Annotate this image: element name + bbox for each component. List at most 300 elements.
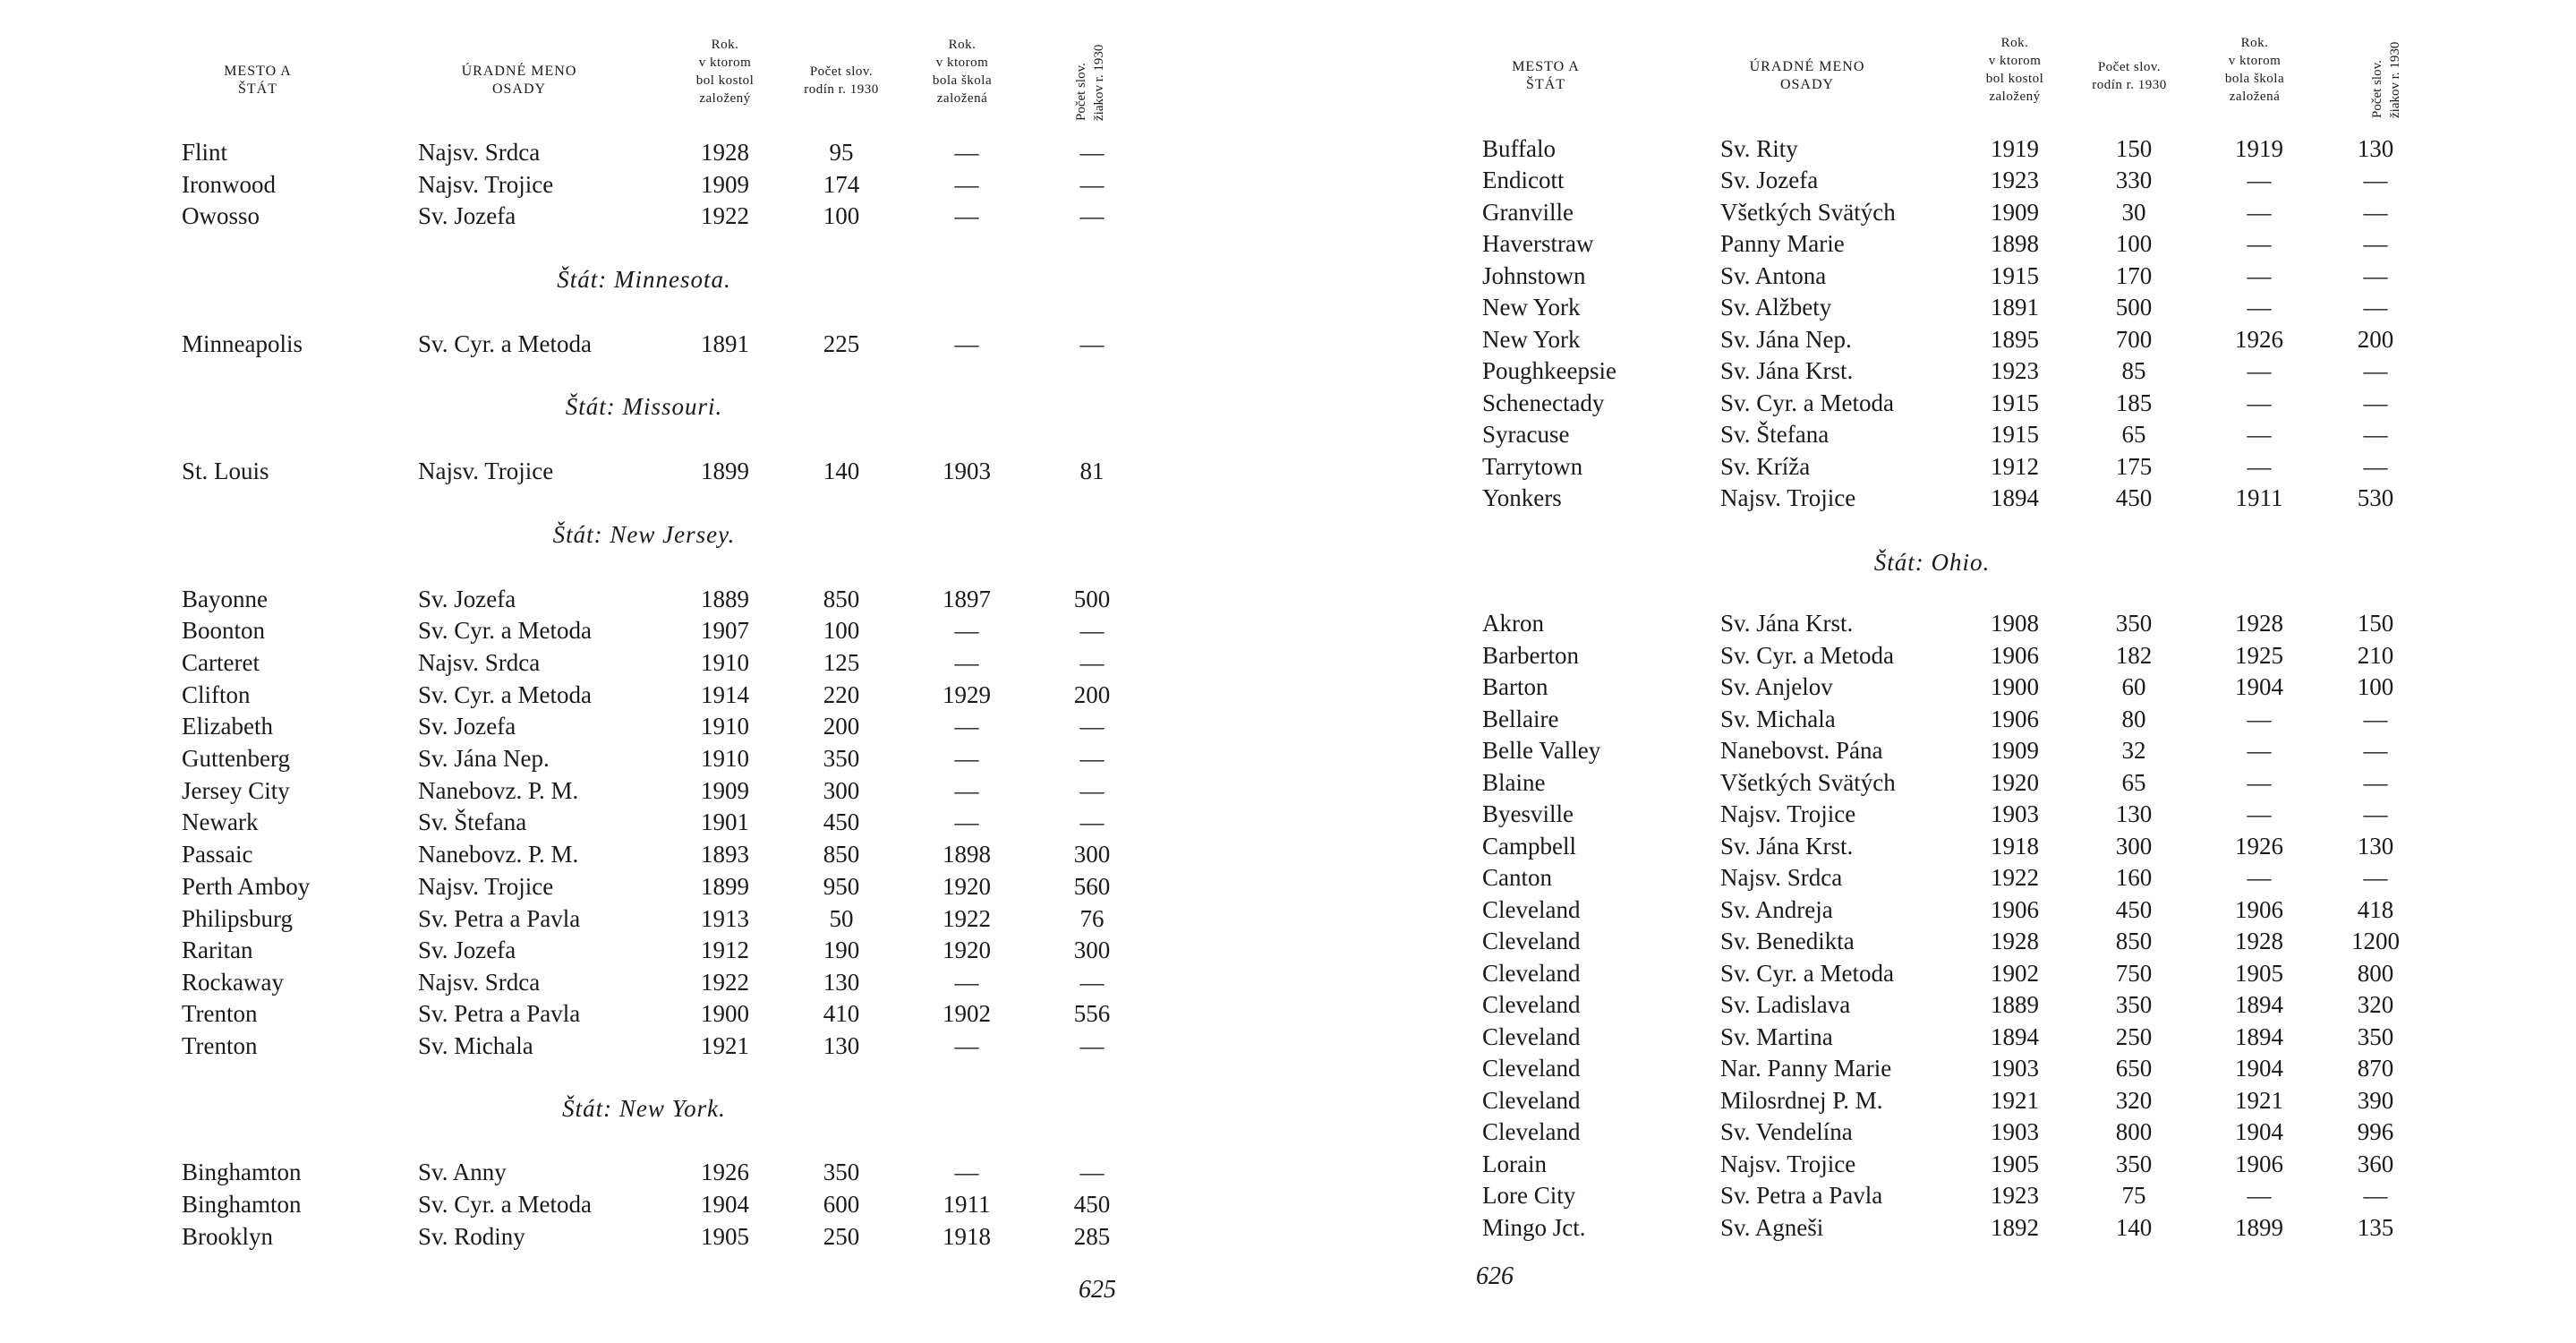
cell-pupils: 81 [1079,458,1105,484]
cell-pupils: 360 [2357,1151,2394,1177]
cell-church-year: 1910 [701,713,749,740]
table-row [1288,1179,2576,1211]
table-row [1288,164,2576,196]
cell-parish: Najsv. Srdca [1720,864,1843,891]
cell-families: 140 [2115,1214,2153,1241]
cell-pupils: — [2363,357,2388,384]
cell-school-year: — [2247,199,2272,226]
cell-families: 350 [823,1159,860,1185]
cell-families: 50 [829,905,854,932]
cell-parish: Sv. Jozefa [418,586,516,612]
cell-school-year: 1899 [2235,1214,2283,1241]
header-line: založená [2229,90,2281,104]
cell-city: New York [1482,294,1581,321]
cell-pupils: 130 [2357,135,2394,162]
cell-parish: Sv. Jána Krst. [1720,610,1854,637]
header-line: Počet slov. [2370,60,2384,118]
table-row [0,1220,1288,1253]
cell-pupils: — [2363,199,2388,226]
table-row [1288,861,2576,894]
cell-church-year: 1898 [1991,230,2039,257]
header-church-year [676,36,774,107]
cell-school-year: 1928 [2235,610,2283,637]
header-line: bol kostol [695,73,755,88]
state-heading-text: Štát: Ohio. [1873,549,1991,576]
table-row [1288,1021,2576,1053]
state-heading-text: Štát: Missouri. [565,393,723,420]
cell-pupils: — [2363,800,2388,827]
table-row [0,1030,1288,1062]
cell-school-year: — [2247,453,2272,480]
cell-parish: Sv. Štefana [1720,421,1830,448]
table-row [0,200,1288,232]
cell-school-year: — [2247,357,2272,384]
table-row [1288,1116,2576,1148]
cell-parish: Sv. Vendelína [1720,1118,1853,1145]
cell-school-year: — [954,171,979,198]
cell-pupils: 530 [2357,484,2394,511]
cell-pupils: — [1079,969,1105,996]
table-row [0,1188,1288,1220]
cell-pupils: — [2363,167,2388,193]
table-row [1288,133,2576,165]
table-row [1288,639,2576,672]
cell-church-year: 1913 [701,905,749,932]
cell-school-year: — [2247,262,2272,289]
cell-parish: Sv. Cyr. a Metoda [1720,642,1894,669]
cell-pupils: 200 [1073,681,1111,708]
cell-parish: Sv. Antona [1720,262,1827,289]
cell-church-year: 1909 [701,777,749,804]
cell-parish: Sv. Jozefa [418,202,516,229]
cell-city: Bellaire [1482,706,1559,732]
header-parish-line: ÚRADNÉ MENO [1749,59,1865,74]
header-line: Počet slov. [2097,60,2162,74]
cell-school-year: 1904 [2235,673,2283,700]
header-city-line: ŠTÁT [1526,77,1565,92]
cell-school-year: 1929 [943,681,991,708]
cell-parish: Milosrdnej P. M. [1720,1087,1883,1114]
table-row [1288,355,2576,387]
table-row [0,328,1288,360]
cell-families: 174 [823,171,860,198]
header-parish-line: OSADY [491,81,547,97]
cell-pupils: — [1079,139,1105,166]
table-row [1288,323,2576,355]
cell-families: 160 [2115,864,2153,891]
cell-church-year: 1919 [1991,135,2039,162]
cell-city: Elizabeth [182,713,273,740]
cell-school-year: 1911 [943,1191,991,1218]
state-heading-text: Štát: New Jersey. [552,521,736,548]
cell-families: 32 [2121,737,2146,764]
header-parish-line: OSADY [1779,77,1835,92]
header-city-line: ŠTÁT [238,81,277,97]
table-row [1288,291,2576,323]
cell-school-year: 1898 [943,841,991,868]
cell-church-year: 1912 [1991,453,2039,480]
cell-pupils: 135 [2357,1214,2394,1241]
cell-pupils: — [1079,330,1105,357]
cell-school-year: — [2247,864,2272,891]
cell-school-year: 1906 [2235,1151,2283,1177]
cell-school-year: — [2247,1182,2272,1209]
cell-city: Cleveland [1482,1118,1581,1145]
table-row [0,136,1288,168]
cell-school-year: 1904 [2235,1118,2283,1145]
cell-city: Barberton [1482,642,1579,669]
cell-city: Raritan [182,937,253,963]
cell-families: 450 [823,808,860,835]
cell-parish: Sv. Jozefa [418,937,516,963]
cell-church-year: 1923 [1991,357,2039,384]
header-parish-line: ÚRADNÉ MENO [461,64,577,79]
cell-city: Boonton [182,617,266,644]
cell-parish: Nanebovst. Pána [1720,737,1883,764]
cell-parish: Nanebovz. P. M. [418,777,579,804]
cell-pupils: 1200 [2351,928,2400,954]
cell-city: St. Louis [182,458,269,484]
cell-school-year: 1926 [2235,833,2283,860]
cell-parish: Najsv. Srdca [418,969,541,996]
cell-parish: Sv. Michala [1720,706,1836,732]
cell-pupils: — [1079,171,1105,198]
cell-families: 200 [823,713,860,740]
table-row [1288,450,2576,483]
cell-families: 170 [2115,262,2153,289]
cell-parish: Sv. Cyr. a Metoda [418,1191,592,1218]
state-heading [0,390,1288,423]
cell-pupils: — [1079,808,1105,835]
header-line: žiakov r. 1930 [2388,41,2402,118]
cell-pupils: — [2363,864,2388,891]
cell-school-year: 1926 [2235,326,2283,353]
header-parish [439,63,600,98]
cell-church-year: 1923 [1991,1182,2039,1209]
cell-parish: Sv. Jozefa [1720,167,1819,193]
cell-church-year: 1909 [1991,737,2039,764]
cell-church-year: 1921 [1991,1087,2039,1114]
cell-church-year: 1922 [701,969,749,996]
cell-parish: Najsv. Trojice [1720,800,1856,827]
cell-pupils: — [1079,202,1105,229]
table-row [0,614,1288,646]
cell-city: Trenton [182,1032,258,1059]
cell-church-year: 1918 [1991,833,2039,860]
header-line: založená [936,91,988,106]
cell-families: 65 [2121,421,2146,448]
cell-pupils: — [2363,737,2388,764]
cell-parish: Najsv. Trojice [1720,484,1856,511]
header-school-year [2205,34,2304,106]
cell-pupils: 300 [1073,937,1111,963]
cell-pupils: 76 [1079,905,1105,932]
cell-parish: Sv. Jána Krst. [1720,833,1854,860]
table-row [0,1156,1288,1188]
cell-church-year: 1904 [701,1191,749,1218]
cell-church-year: 1912 [701,937,749,963]
cell-pupils: — [2363,389,2388,416]
header-city-line: MESTO A [224,64,292,79]
cell-parish: Sv. Michala [418,1032,533,1059]
cell-parish: Sv. Cyr. a Metoda [418,681,592,708]
cell-school-year: — [2247,421,2272,448]
table-row [1288,671,2576,703]
cell-city: Blaine [1482,769,1546,796]
cell-pupils: — [2363,1182,2388,1209]
header-line: Rok. [2240,36,2269,50]
cell-families: 95 [829,139,854,166]
cell-city: Lore City [1482,1182,1576,1209]
cell-city: Brooklyn [182,1223,274,1250]
cell-school-year: — [954,808,979,835]
cell-families: 300 [823,777,860,804]
header-line: v ktorom [1988,54,2042,68]
header-line: Počet slov. [1074,63,1088,121]
header-line: založený [1989,90,2041,104]
header-families [788,63,895,98]
cell-pupils: 500 [1073,586,1111,612]
cell-families: 750 [2115,960,2153,987]
cell-parish: Sv. Jána Nep. [418,745,550,772]
cell-parish: Sv. Petra a Pavla [1720,1182,1883,1209]
cell-pupils: — [1079,745,1105,772]
cell-families: 350 [2115,991,2153,1018]
header-city-line: MESTO A [1512,59,1580,74]
cell-parish: Sv. Anny [418,1159,507,1185]
cell-school-year: 1925 [2235,642,2283,669]
cell-parish: Sv. Andreja [1720,896,1833,923]
cell-school-year: — [954,969,979,996]
cell-church-year: 1928 [1991,928,2039,954]
cell-families: 350 [2115,1151,2153,1177]
cell-parish: Sv. Kríža [1720,453,1811,480]
cell-school-year: 1919 [2235,135,2283,162]
cell-church-year: 1903 [1991,1055,2039,1082]
table-row [0,934,1288,966]
cell-church-year: 1928 [701,139,749,166]
cell-families: 80 [2121,706,2146,732]
table-row [0,583,1288,615]
state-heading [0,263,1288,295]
cell-city: Trenton [182,1000,258,1027]
cell-families: 250 [2115,1023,2153,1050]
cell-families: 150 [2115,135,2153,162]
table-row [1288,1052,2576,1084]
table-row [0,997,1288,1030]
cell-families: 60 [2121,673,2146,700]
cell-parish: Panny Marie [1720,230,1845,257]
cell-school-year: 1911 [2235,484,2283,511]
cell-families: 30 [2121,199,2146,226]
table-row [1288,607,2576,639]
header-school-year [913,36,1011,107]
cell-school-year: 1897 [943,586,991,612]
cell-city: Guttenberg [182,745,290,772]
table-row [1288,482,2576,514]
table-row [0,838,1288,870]
cell-city: Poughkeepsie [1482,357,1616,384]
page-number: 626 [1476,1262,1514,1290]
cell-church-year: 1915 [1991,262,2039,289]
cell-church-year: 1894 [1991,484,2039,511]
cell-school-year: — [954,649,979,676]
cell-parish: Sv. Jána Nep. [1720,326,1852,353]
header-city [204,63,311,98]
cell-city: Minneapolis [182,330,303,357]
cell-parish: Sv. Martina [1720,1023,1833,1050]
cell-school-year: — [954,617,979,644]
cell-families: 175 [2115,453,2153,480]
table-row [0,710,1288,742]
cell-church-year: 1907 [701,617,749,644]
cell-city: Belle Valley [1482,737,1601,764]
cell-church-year: 1889 [1991,991,2039,1018]
cell-parish: Sv. Benedikta [1720,928,1855,954]
cell-school-year: 1902 [943,1000,991,1027]
cell-pupils: 996 [2357,1118,2394,1145]
header-line: Rok. [2000,36,2029,50]
cell-church-year: 1902 [1991,960,2039,987]
cell-families: 300 [2115,833,2153,860]
table-row [0,902,1288,935]
table-row [1288,925,2576,957]
table-row [1288,196,2576,228]
cell-city: Philipsburg [182,905,294,932]
cell-school-year: — [2247,294,2272,321]
cell-families: 190 [823,937,860,963]
cell-church-year: 1900 [1991,673,2039,700]
table-row [0,742,1288,774]
cell-city: Rockaway [182,969,284,996]
header-parish [1727,58,1888,94]
cell-church-year: 1910 [701,649,749,676]
cell-parish: Sv. Cyr. a Metoda [1720,389,1894,416]
cell-pupils: 800 [2357,960,2394,987]
cell-school-year: — [954,1159,979,1185]
cell-families: 850 [823,841,860,868]
table-row [0,870,1288,902]
cell-school-year: 1928 [2235,928,2283,954]
cell-pupils: 200 [2357,326,2394,353]
cell-school-year: 1894 [2235,1023,2283,1050]
cell-pupils: — [1079,713,1105,740]
state-heading-text: Štát: Minnesota. [557,266,731,293]
cell-families: 125 [823,649,860,676]
cell-church-year: 1922 [1991,864,2039,891]
cell-pupils: 450 [1073,1191,1111,1218]
cell-church-year: 1926 [701,1159,749,1185]
cell-city: New York [1482,326,1581,353]
cell-families: 800 [2115,1118,2153,1145]
cell-church-year: 1905 [701,1223,749,1250]
cell-families: 600 [823,1191,860,1218]
header-line: v ktorom [2228,54,2282,68]
header-line: Počet slov. [809,64,874,79]
cell-school-year: — [2247,706,2272,732]
cell-church-year: 1903 [1991,1118,2039,1145]
cell-parish: Všetkých Svätých [1720,769,1896,796]
cell-parish: Najsv. Trojice [1720,1151,1856,1177]
header-line: bola škola [932,73,993,88]
cell-school-year: 1922 [943,905,991,932]
cell-city: Owosso [182,202,260,229]
cell-church-year: 1908 [1991,610,2039,637]
cell-city: Barton [1482,673,1548,700]
cell-school-year: — [954,745,979,772]
table-row [1288,1084,2576,1116]
cell-pupils: 870 [2357,1055,2394,1082]
cell-city: Perth Amboy [182,873,311,900]
cell-pupils: — [2363,230,2388,257]
table-row [1288,798,2576,830]
cell-school-year: — [2247,800,2272,827]
cell-church-year: 1903 [1991,800,2039,827]
header-line: v ktorom [935,56,989,70]
header-families [2076,58,2183,94]
cell-school-year: — [954,330,979,357]
cell-parish: Sv. Cyr. a Metoda [418,617,592,644]
cell-church-year: 1891 [701,330,749,357]
cell-school-year: — [954,202,979,229]
header-line: bola škola [2224,72,2285,86]
cell-families: 330 [2115,167,2153,193]
cell-families: 410 [823,1000,860,1027]
cell-pupils: — [2363,294,2388,321]
page-number: 625 [1079,1276,1116,1304]
cell-pupils: 560 [1073,873,1111,900]
header-line: rodín r. 1930 [2092,78,2167,92]
cell-school-year: 1921 [2235,1087,2283,1114]
cell-church-year: 1914 [701,681,749,708]
header-line: založený [699,91,751,106]
table-row [1288,227,2576,260]
cell-city: Buffalo [1482,135,1556,162]
cell-church-year: 1921 [701,1032,749,1059]
cell-school-year: — [954,1032,979,1059]
cell-families: 320 [2115,1087,2153,1114]
state-heading [0,518,1288,551]
cell-city: Bayonne [182,586,268,612]
table-row [1288,988,2576,1021]
state-heading-text: Štát: New York. [562,1095,726,1122]
cell-families: 100 [823,202,860,229]
cell-city: Tarrytown [1482,453,1583,480]
cell-church-year: 1906 [1991,706,2039,732]
header-line: Rok. [711,38,739,52]
cell-city: Schenectady [1482,389,1605,416]
cell-parish: Sv. Rity [1720,135,1798,162]
cell-church-year: 1893 [701,841,749,868]
cell-pupils: 390 [2357,1087,2394,1114]
cell-pupils: — [2363,421,2388,448]
cell-school-year: 1904 [2235,1055,2283,1082]
header-line: Rok. [948,38,977,52]
state-heading [1288,546,2576,578]
cell-parish: Najsv. Trojice [418,873,554,900]
table-row [1288,894,2576,926]
cell-families: 850 [823,586,860,612]
cell-parish: Sv. Jozefa [418,713,516,740]
cell-city: Campbell [1482,833,1576,860]
cell-church-year: 1922 [701,202,749,229]
cell-school-year: — [954,713,979,740]
cell-families: 650 [2115,1055,2153,1082]
table-row [1288,766,2576,799]
cell-city: Jersey City [182,777,290,804]
cell-pupils: — [1079,649,1105,676]
cell-school-year: — [954,139,979,166]
